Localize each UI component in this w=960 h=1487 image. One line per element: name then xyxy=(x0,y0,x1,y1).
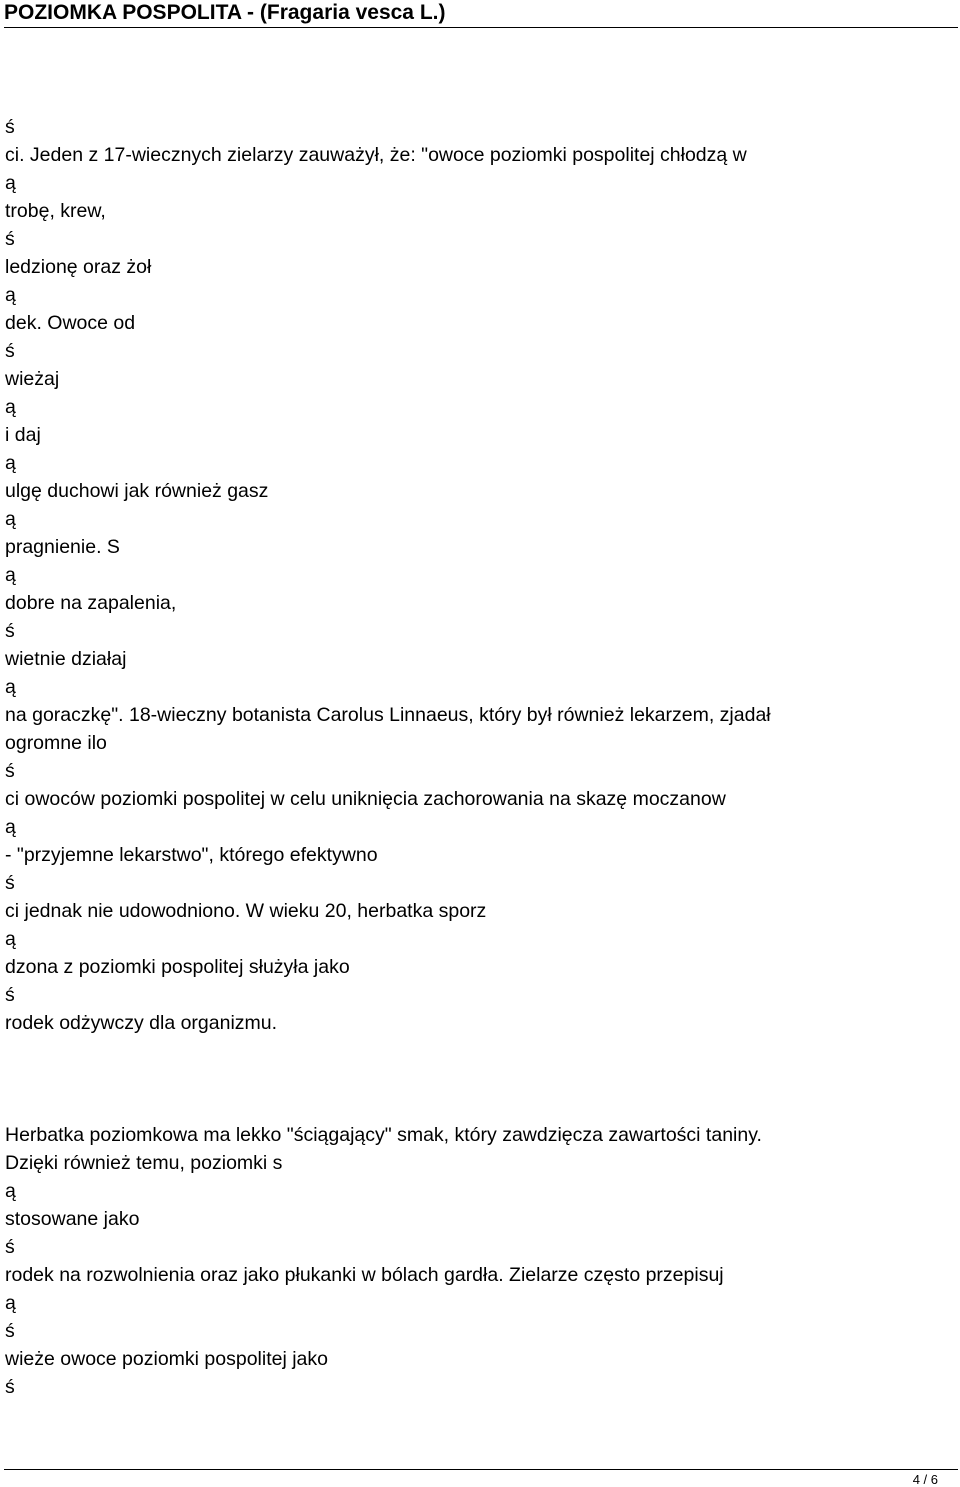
text-line: trobę, krew, xyxy=(5,200,106,222)
footer-divider xyxy=(4,1469,958,1470)
text-line: pragnienie. S xyxy=(5,536,120,558)
text-line: ś xyxy=(5,760,15,782)
text-line: ulgę duchowi jak również gasz xyxy=(5,480,269,502)
text-line: ą xyxy=(5,928,16,950)
header-divider xyxy=(4,27,958,28)
text-line: ś xyxy=(5,228,15,250)
text-line: ą xyxy=(5,396,16,418)
text-line: ą xyxy=(5,1180,16,1202)
text-line: dek. Owoce od xyxy=(5,312,136,334)
text-line: ś xyxy=(5,1236,15,1258)
text-line: wieżaj xyxy=(5,368,60,390)
text-line: ś xyxy=(5,340,15,362)
text-line: ą xyxy=(5,452,16,474)
text-line: ą xyxy=(5,816,16,838)
text-line: ci. Jeden z 17-wiecznych zielarzy zauważył, że: "owoce poziomki pospolitej chłodzą w xyxy=(5,144,747,166)
text-line: ledzionę oraz żoł xyxy=(5,256,152,278)
text-line: wieże owoce poziomki pospolitej jako xyxy=(5,1348,328,1370)
text-line: ą xyxy=(5,676,16,698)
text-line: Herbatka poziomkowa ma lekko "ściągający" smak, który zawdzięcza zawartości taniny. xyxy=(5,1124,762,1146)
page-number: 4 / 6 xyxy=(912,1472,938,1487)
text-line: - "przyjemne lekarstwo", którego efektywno xyxy=(5,844,378,866)
document-title: POZIOMKA POSPOLITA - (Fragaria vesca L.) xyxy=(4,1,446,24)
text-line: Dzięki również temu, poziomki s xyxy=(5,1152,283,1174)
text-line: i daj xyxy=(5,424,41,446)
text-line: ś xyxy=(5,984,15,1006)
text-line: rodek odżywczy dla organizmu. xyxy=(5,1012,278,1034)
text-line: ą xyxy=(5,564,16,586)
text-line: ś xyxy=(5,620,15,642)
text-line: ą xyxy=(5,508,16,530)
text-line: wietnie działaj xyxy=(5,648,127,670)
text-line: ś xyxy=(5,116,15,138)
text-line: stosowane jako xyxy=(5,1208,140,1230)
text-line: ci jednak nie udowodniono. W wieku 20, herbatka sporz xyxy=(5,900,487,922)
text-line: rodek na rozwolnienia oraz jako płukanki w bólach gardła. Zielarze często przepisuj xyxy=(5,1264,724,1286)
text-line: ś xyxy=(5,1376,15,1398)
text-line: ogromne ilo xyxy=(5,732,107,754)
text-line: na goraczkę". 18-wieczny botanista Carolus Linnaeus, który był również lekarzem, zjadał xyxy=(5,704,771,726)
text-line: dzona z poziomki pospolitej służyła jako xyxy=(5,956,350,978)
text-line: dobre na zapalenia, xyxy=(5,592,177,614)
text-line: ą xyxy=(5,1292,16,1314)
text-line: ą xyxy=(5,284,16,306)
text-line: ą xyxy=(5,172,16,194)
text-line: ś xyxy=(5,872,15,894)
text-line: ci owoców poziomki pospolitej w celu uniknięcia zachorowania na skazę moczanow xyxy=(5,788,726,810)
text-line: ś xyxy=(5,1320,15,1342)
